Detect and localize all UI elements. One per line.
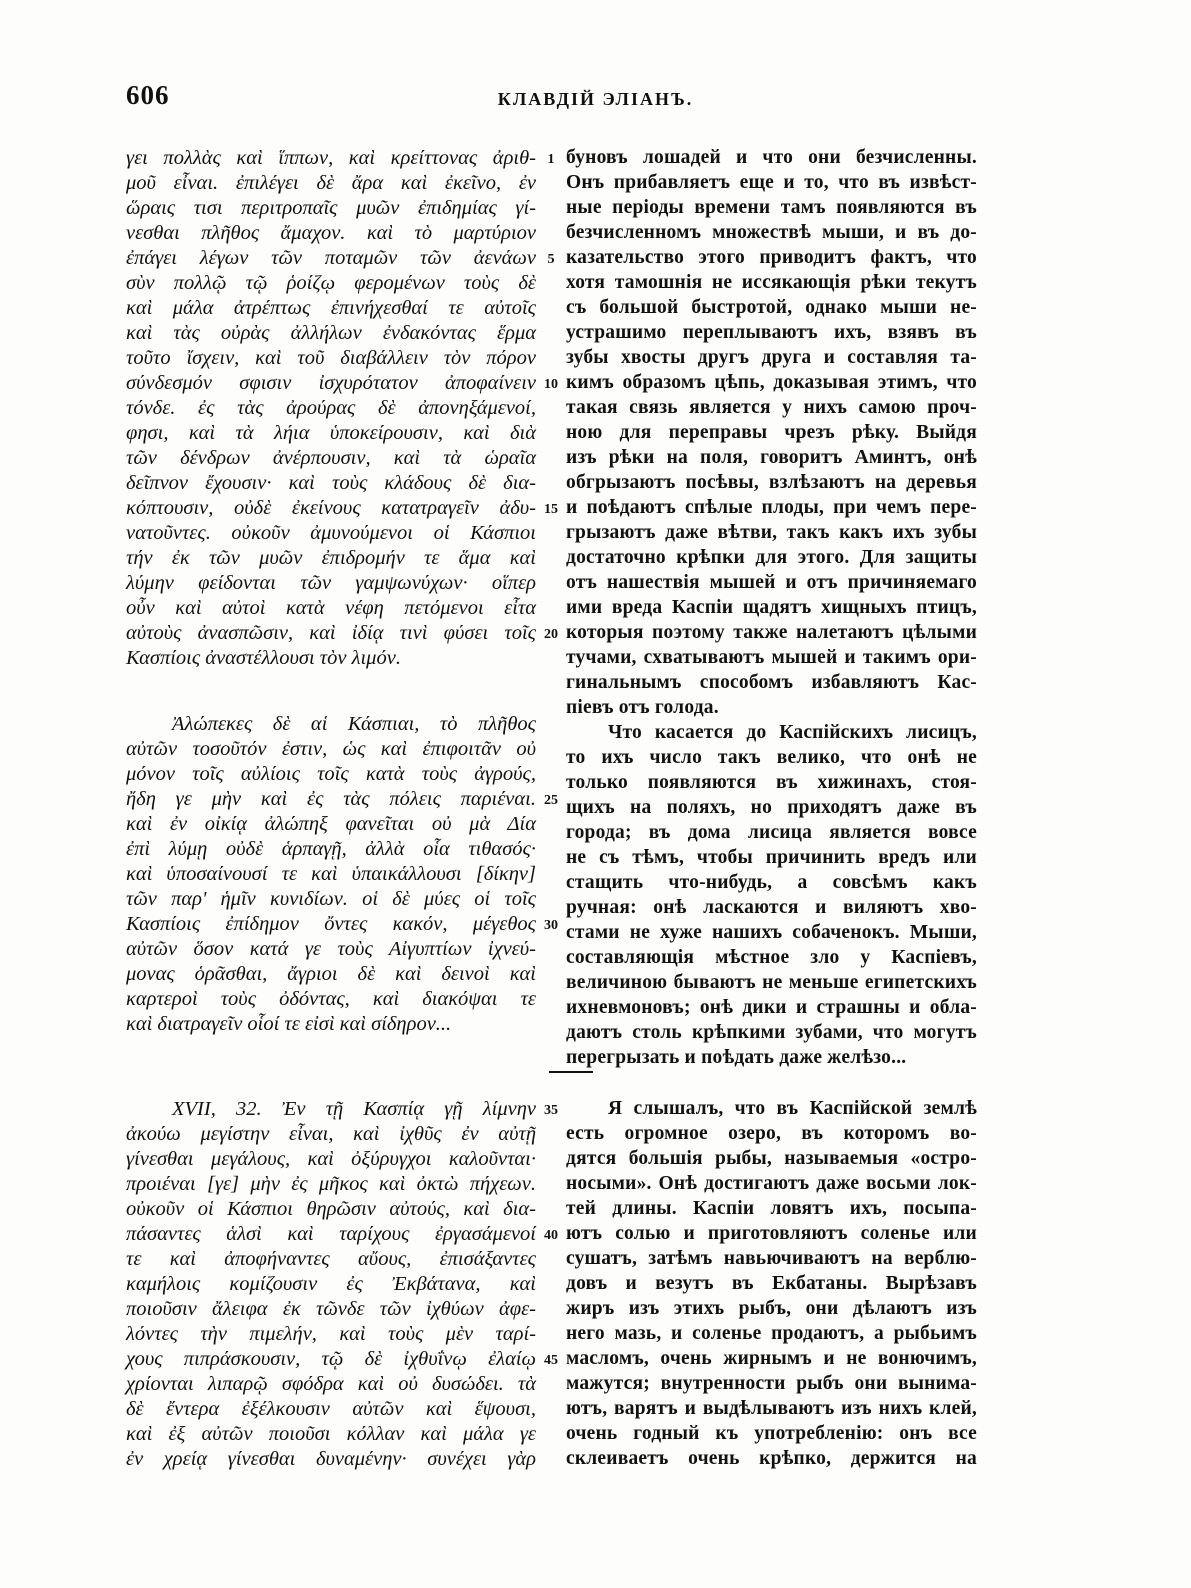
greek-line: τε καὶ ἀποφήναντες αὔους, ἐπισάξαντες: [126, 1248, 536, 1270]
greek-line: προιέναι [γε] μὴν ἐς μῆκος καὶ ὀκτὼ πήχεων.: [126, 1173, 536, 1195]
russian-line: хотя тамошнія не иссякающія рѣки текутъ: [566, 272, 977, 293]
russian-line: изъ рѣки на поля, говоритъ Аминтъ, онѣ: [566, 447, 977, 468]
greek-line: καὶ διατραγεῖν οἷοί τε εἰσὶ καὶ σίδηρον...: [126, 1013, 452, 1035]
russian-line: которыя поэтому также налетаютъ цѣлыми: [566, 622, 977, 643]
greek-line: τόνδε. ἐς τὰς ἀρούρας δὲ ἀπονηξάμενοί,: [126, 397, 536, 419]
russian-line: то ихъ число такъ велико, что онѣ не: [566, 747, 977, 768]
greek-line: καὶ μάλα ἀτρέπτως ἐπινήχεσθαί τε αὐτοῖς: [126, 297, 536, 319]
russian-line: дятся большія рыбы, называемыя «остро-: [566, 1148, 977, 1169]
russian-line: ручная: онѣ ласкаются и виляютъ хво-: [566, 897, 977, 918]
greek-line: οὖν καὶ αὐτοὶ κατὰ νέφη πετόμενοι εἶτα: [126, 597, 536, 619]
russian-line: Онъ прибавляетъ еще и то, что въ извѣст-: [566, 172, 977, 193]
russian-line: казательство этого приводитъ фактъ, что: [566, 247, 977, 268]
line-number: 10: [544, 377, 558, 392]
russian-line: зубы хвосты другъ друга и составляя та-: [566, 347, 977, 368]
greek-line: κόπτουσιν, οὐδὲ ἐκείνους κατατραγεῖν ἀδυ-: [126, 497, 536, 519]
greek-line: ὥραις τισι περιτροπαῖς μυῶν ἐπιδημίας γί-: [126, 197, 536, 219]
russian-line: жиръ изъ этихъ рыбъ, они дѣлаютъ изъ: [566, 1298, 977, 1319]
russian-line: ихневмоновъ; онѣ дики и страшны и обла-: [566, 997, 977, 1018]
greek-line: ἐπὶ λύμῃ οὐδὲ ἁρπαγῇ, ἀλλὰ οἷα τιθασός·: [126, 838, 536, 860]
greek-line: γίνεσθαι μεγάλους, καὶ ὀξύρυγχοι καλοῦνται·: [126, 1148, 536, 1170]
greek-line: τοῦτο ἴσχειν, καὶ τοῦ διαβάλλειν τὸν πόρον: [126, 347, 536, 369]
russian-line: отъ нашествія мышей и отъ причиняемаго: [566, 572, 977, 593]
greek-line: ἤδη γε μὴν καὶ ἐς τὰς πόλεις παριέναι.: [126, 788, 536, 810]
greek-line: δὲ ἔντερα ἐξέλκουσιν αὐτῶν καὶ ἕψουσι,: [126, 1398, 536, 1420]
line-number: 15: [544, 502, 558, 517]
russian-line: довъ и везутъ въ Екбатаны. Вырѣзавъ: [566, 1273, 977, 1294]
russian-line: только появляются въ хижинахъ, стоя-: [566, 772, 977, 793]
greek-line: τῶν δένδρων ἀνέρπουσιν, καὶ τὰ ὡραῖα: [126, 447, 536, 469]
russian-line: достаточно крѣпки для этого. Для защиты: [566, 547, 977, 568]
greek-line: καὶ ἐξ αὐτῶν ποιοῦσι κόλλαν καὶ μάλα γε: [126, 1423, 536, 1445]
greek-line: τῶν παρ' ἡμῖν κυνιδίων. οἱ δὲ μύες οἱ τοῖς: [126, 888, 536, 910]
russian-line: гинальнымъ способомъ избавляютъ Кас-: [566, 672, 977, 693]
greek-line: ποιοῦσιν ἄλειφα ἐκ τῶνδε τῶν ἰχθύων ἀφε-: [126, 1298, 536, 1320]
greek-line: ἐπάγει λέγων τῶν ποταμῶν τῶν ἀενάων: [126, 247, 536, 269]
greek-line: λόντες τὴν πιμελήν, καὶ τοὺς μὲν ταρί-: [126, 1323, 536, 1345]
line-number: 5: [547, 252, 555, 267]
russian-line: и поѣдаютъ спѣлые плоды, при чемъ пере-: [566, 497, 977, 518]
greek-line: χρίονται λιπαρῷ σφόδρα καὶ οὐ δυσώδει. τὰ: [126, 1373, 536, 1395]
russian-line: носыми». Онѣ достигаютъ даже восьми лок-: [566, 1173, 977, 1194]
russian-line: щихъ на поляхъ, но приходятъ даже въ: [566, 797, 977, 818]
greek-line: σύνδεσμόν σφισιν ἰσχυρότατον ἀποφαίνειν: [126, 372, 536, 394]
russian-line: грызаютъ даже вѣтви, такъ какъ ихъ зубы: [566, 522, 977, 543]
russian-line: стами не хуже нашихъ собаченокъ. Мыши,: [566, 922, 977, 943]
line-number: 40: [544, 1228, 558, 1243]
greek-line: αὐτῶν ὅσον κατά γε τοὺς Αἰγυπτίων ἰχνεύ-: [126, 938, 536, 960]
russian-line: ютъ, варятъ и выдѣлываютъ изъ нихъ клей,: [566, 1398, 977, 1419]
greek-line: καὶ ἐν οἰκίᾳ ἀλώπηξ φανεῖται οὐ μὰ Δία: [126, 813, 536, 835]
russian-line: такая связь является у нихъ самою проч-: [566, 397, 977, 418]
line-number: 1: [547, 152, 555, 167]
russian-line: сушатъ, затѣмъ навьючиваютъ на верблю-: [566, 1248, 977, 1269]
russian-line: него мазь, и соленье продаютъ, а рыбьимъ: [566, 1323, 977, 1344]
greek-line: γει πολλὰς καὶ ἵππων, καὶ κρείττονας ἀριθ-: [126, 147, 536, 169]
greek-line: καρτεροὶ τοὺς ὀδόντας, καὶ διακόψαι τε: [126, 988, 536, 1010]
line-number: 25: [544, 793, 558, 808]
line-number: 45: [544, 1353, 558, 1368]
line-number: 30: [544, 918, 558, 933]
russian-line: устрашимо переплываютъ ихъ, взявъ въ: [566, 322, 977, 343]
greek-line: Κασπίοις ἐπίδημον ὄντες κακόν, μέγεθος: [126, 913, 536, 935]
russian-line: составляющія мѣстное зло у Каспіевъ,: [566, 947, 977, 968]
russian-line: есть огромное озеро, въ которомъ во-: [566, 1123, 977, 1144]
greek-line: Κασπίοις ἀναστέλλουσι τὸν λιμόν.: [126, 647, 401, 669]
russian-line: ютъ солью и приготовляютъ соленье или: [566, 1223, 977, 1244]
greek-line: XVII, 32. Ἐν τῇ Κασπίᾳ γῇ λίμνην: [172, 1098, 536, 1120]
greek-line: καμήλοις κομίζουσιν ἐς Ἐκβάτανα, καὶ: [126, 1273, 536, 1295]
greek-line: καὶ τὰς οὐρὰς ἀλλήλων ἐνδακόντας ἕρμα: [126, 322, 536, 344]
russian-line: не съ тѣмъ, чтобы причинить вредъ или: [566, 847, 977, 868]
russian-line: очень годный къ употребленію: онъ все: [566, 1423, 977, 1444]
russian-line: Что касается до Каспійскихъ лисицъ,: [608, 722, 977, 743]
russian-line: города; въ дома лисица является вовсе: [566, 822, 977, 843]
greek-line: Ἀλώπεκες δὲ αἱ Κάσπιαι, τὸ πλῆθος: [172, 713, 536, 735]
line-number: 35: [544, 1103, 558, 1118]
page-number: 606: [126, 80, 170, 110]
russian-line: мажутся; внутренности рыбъ они вынима-: [566, 1373, 977, 1394]
russian-line: ные періоды времени тамъ появляются въ: [566, 197, 977, 218]
greek-line: οὐκοῦν οἱ Κάσπιοι θηρῶσιν αὐτούς, καὶ δια-: [126, 1198, 536, 1220]
russian-line: масломъ, очень жирнымъ и не вонючимъ,: [566, 1348, 977, 1369]
greek-line: λύμην φείδονται τῶν γαμψωνύχων· οἵπερ: [126, 572, 536, 594]
greek-line: μονας ὁρᾶσθαι, ἄγριοι δὲ καὶ δεινοὶ καὶ: [126, 963, 536, 985]
russian-line: перегрызать и поѣдать даже желѣзо...: [566, 1047, 907, 1068]
russian-line: тучами, схватываютъ мышей и такимъ ори-: [566, 647, 977, 668]
russian-line: даютъ столь крѣпкими зубами, что могутъ: [566, 1022, 977, 1043]
russian-line: ими вреда Каспіи щадятъ хищныхъ птицъ,: [566, 597, 977, 618]
greek-line: πάσαντες ἁλσὶ καὶ ταρίχους ἐργασάμενοί: [126, 1223, 536, 1245]
russian-line: стащить что-нибудь, а совсѣмъ какъ: [566, 872, 977, 893]
running-title: КЛАВДІЙ ЭЛІАНЪ.: [497, 89, 694, 109]
russian-line: тей длины. Каспіи ловятъ ихъ, посыпа-: [566, 1198, 977, 1219]
line-number: 20: [544, 627, 558, 642]
greek-line: σὺν πολλῷ τῷ ῥοίζῳ φερομένων τοὺς δὲ: [126, 272, 536, 294]
russian-line: величиною бываютъ не меньше египетскихъ: [566, 972, 977, 993]
greek-line: φησι, καὶ τὰ λήια ὑποκείρουσιν, καὶ διὰ: [126, 422, 536, 444]
greek-line: αὐτῶν τοσοῦτόν ἐστιν, ὡς καὶ ἐπιφοιτᾶν οὐ: [126, 738, 536, 760]
greek-line: ἐν χρείᾳ γίνεσθαι δυναμένην· συνέχει γὰρ: [126, 1448, 536, 1470]
greek-line: νεσθαι πλῆθος ἄμαχον. καὶ τὸ μαρτύριον: [126, 222, 536, 244]
greek-line: μόνον τοῖς αὐλίοις τοῖς κατὰ τοὺς ἀγρούς,: [126, 763, 536, 785]
russian-line: съ большой быстротой, однако мыши не-: [566, 297, 977, 318]
russian-line: піевъ отъ голода.: [566, 697, 719, 718]
greek-line: αὐτοὺς ἀνασπῶσιν, καὶ ἰδίᾳ τινὶ φύσει τοῖς: [126, 622, 536, 644]
greek-line: τήν ἐκ τῶν μυῶν ἐπιδρομήν τε ἅμα καὶ: [126, 547, 536, 569]
greek-line: καὶ ὑποσαίνουσί τε καὶ ὑπαικάλλουσι [δίκην]: [126, 863, 536, 885]
russian-line: ною для переправы чрезъ рѣку. Выйдя: [566, 422, 977, 443]
greek-line: νατοῦντες. οὐκοῦν ἀμυνούμενοι οἱ Κάσπιοι: [126, 522, 536, 544]
greek-line: δεῖπνον ἔχουσιν· καὶ τοὺς κλάδους δὲ δια-: [126, 472, 536, 494]
russian-line: кимъ образомъ цѣпь, доказывая этимъ, что: [566, 372, 977, 393]
greek-line: ἀκούω μεγίστην εἶναι, καὶ ἰχθῦς ἐν αὐτῇ: [126, 1123, 536, 1145]
greek-line: μοῦ εἶναι. ἐπιλέγει δὲ ἄρα καὶ ἐκεῖνο, ἐν: [126, 172, 536, 194]
russian-line: безчисленномъ множествѣ мыши, и въ до-: [566, 222, 977, 243]
russian-line: буновъ лошадей и что они безчисленны.: [566, 147, 977, 168]
russian-line: обгрызаютъ посѣвы, взлѣзаютъ на деревья: [566, 472, 977, 493]
russian-line: Я слышалъ, что въ Каспійской землѣ: [608, 1098, 977, 1119]
russian-line: склеиваетъ очень крѣпко, держится на: [566, 1448, 977, 1469]
greek-line: χους πιπράσκουσιν, τῷ δὲ ἰχθυΐνῳ ἐλαίῳ: [126, 1348, 536, 1370]
section-divider: [549, 1071, 593, 1073]
